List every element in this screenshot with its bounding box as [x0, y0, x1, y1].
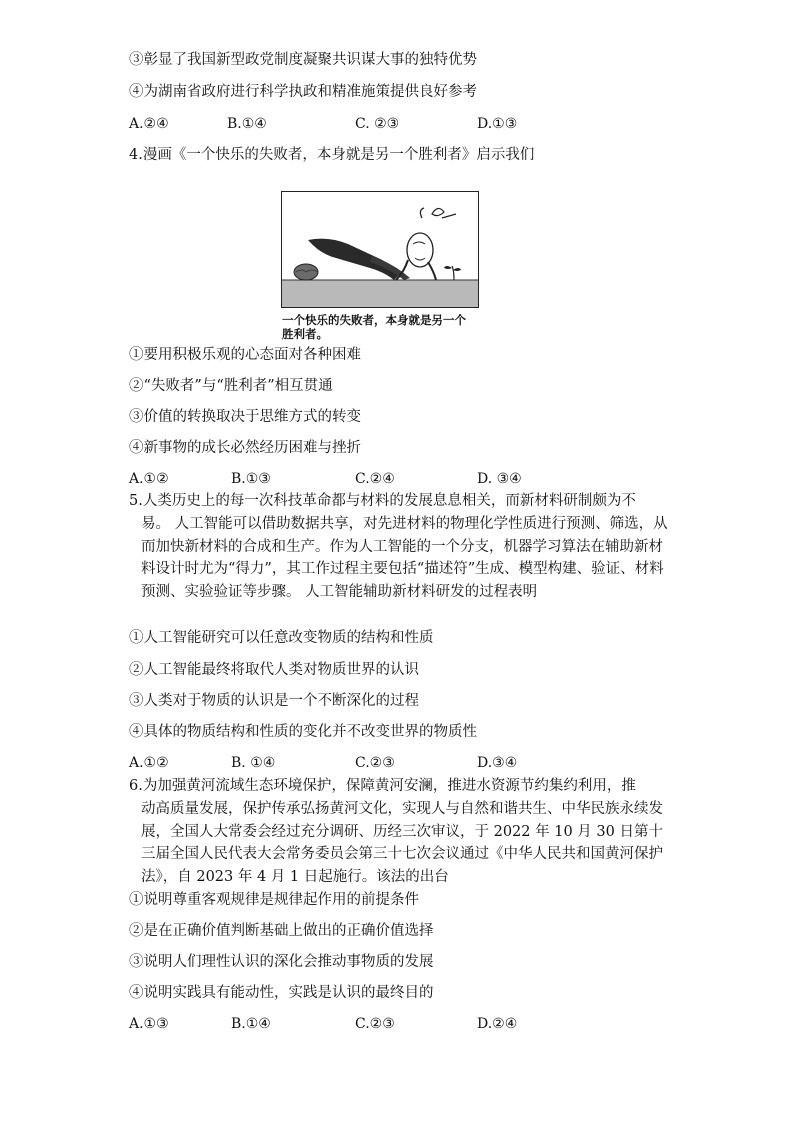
q5-item-3: ③人类对于物质的认识是一个不断深化的过程 [129, 693, 419, 709]
q5-answer-d: D.③④ [477, 755, 518, 771]
q5-stem-rest: 易。 人工智能可以借助数据共享，对先进材料的物理化学性质进行预测、筛选，从而加快新材料的合成和生产。作为人工智能的一个分支，机器学习算法在辅助新材料设计时尤为“得力”，其工作过程主要包括“描述符”生成、模型构建、验证、材料预测、实验验证等步骤。 人工智能辅助新材料研发的过程表明 [141, 515, 668, 601]
q4-stem: 4.漫画《一个快乐的失败者，本身就是另一个胜利者》启示我们 [129, 147, 535, 163]
q5-answer-a: A.①② [129, 755, 169, 771]
q5-item-1: ①人工智能研究可以任意改变物质的结构和性质 [129, 630, 434, 646]
q6-answer-c: C.②③ [355, 1016, 395, 1032]
q3-answer-d: D.①③ [477, 116, 518, 132]
q5-answer-c: C.②③ [355, 755, 395, 771]
q4-answer-a: A.①② [129, 471, 169, 487]
q4-answer-c: C.②④ [355, 471, 395, 487]
q5-item-4: ④具体的物质结构和性质的变化并不改变世界的物质性 [129, 724, 477, 740]
q5-answer-b: B. ①④ [231, 755, 276, 771]
q6-item-4: ④说明实践具有能动性，实践是认识的最终目的 [129, 985, 434, 1001]
q4-item-1: ①要用积极乐观的心态面对各种困难 [129, 347, 361, 363]
q5-stem [129, 490, 669, 604]
q6-item-2: ②是在正确价值判断基础上做出的正确价值选择 [129, 923, 434, 939]
q6-answer-b: B.①④ [231, 1016, 271, 1032]
q6-stem-first-line: 6.为加强黄河流域生态环境保护，保障黄河安澜，推进水资源节约集约利用，推 [129, 778, 636, 794]
q6-item-1: ①说明尊重客观规律是规律起作用的前提条件 [129, 892, 419, 908]
q3-answer-a: A.②④ [129, 116, 169, 132]
q6-stem [129, 775, 669, 889]
q3-option-4: ④为湖南省政府进行科学执政和精准施策提供良好参考 [129, 84, 477, 100]
q3-option-3: ③彰显了我国新型政党制度凝聚共识谋大事的独特优势 [129, 52, 477, 68]
q6-answer-a: A.①③ [129, 1016, 169, 1032]
cartoon-illustration [282, 192, 478, 307]
q4-answer-b: B.①③ [231, 471, 271, 487]
q4-item-4: ④新事物的成长必然经历困难与挫折 [129, 440, 361, 456]
q3-answer-c: C. ②③ [355, 116, 400, 132]
q4-answer-d: D. ③④ [477, 471, 522, 487]
q6-answer-d: D.②④ [477, 1016, 518, 1032]
cartoon-happy-loser [281, 191, 479, 308]
q5-item-2: ②人工智能最终将取代人类对物质世界的认识 [129, 662, 419, 678]
cartoon-caption [282, 313, 487, 341]
q3-answer-b: B.①④ [227, 116, 267, 132]
q6-item-3: ③说明人们理性认识的深化会推动事物质的发展 [129, 954, 434, 970]
q4-item-2: ②“失败者”与“胜利者”相互贯通 [129, 378, 333, 394]
q4-item-3: ③价值的转换取决于思维方式的转变 [129, 409, 361, 425]
caption-line-2: 胜利者。 [282, 327, 328, 341]
caption-line-1: 一个快乐的失败者，本身就是另一个 [282, 313, 466, 327]
q5-stem-first-line: 5.人类历史上的每一次科技革命都与材料的发展息息相关，而新材料研制颇为不 [129, 493, 636, 509]
q6-stem-rest: 动高质量发展，保护传承弘扬黄河文化，实现人与自然和谐共生、中华民族永续发展，全国人大常委会经过充分调研、历经三次审议，于 2022 年 10 月 30 日第十三届全国人民代表大会常务委员会第三十七次会议通过《中华人民共和国黄河保护法》，自 2023 年 4 月 1 日起施行。该法的出台 [141, 800, 663, 886]
